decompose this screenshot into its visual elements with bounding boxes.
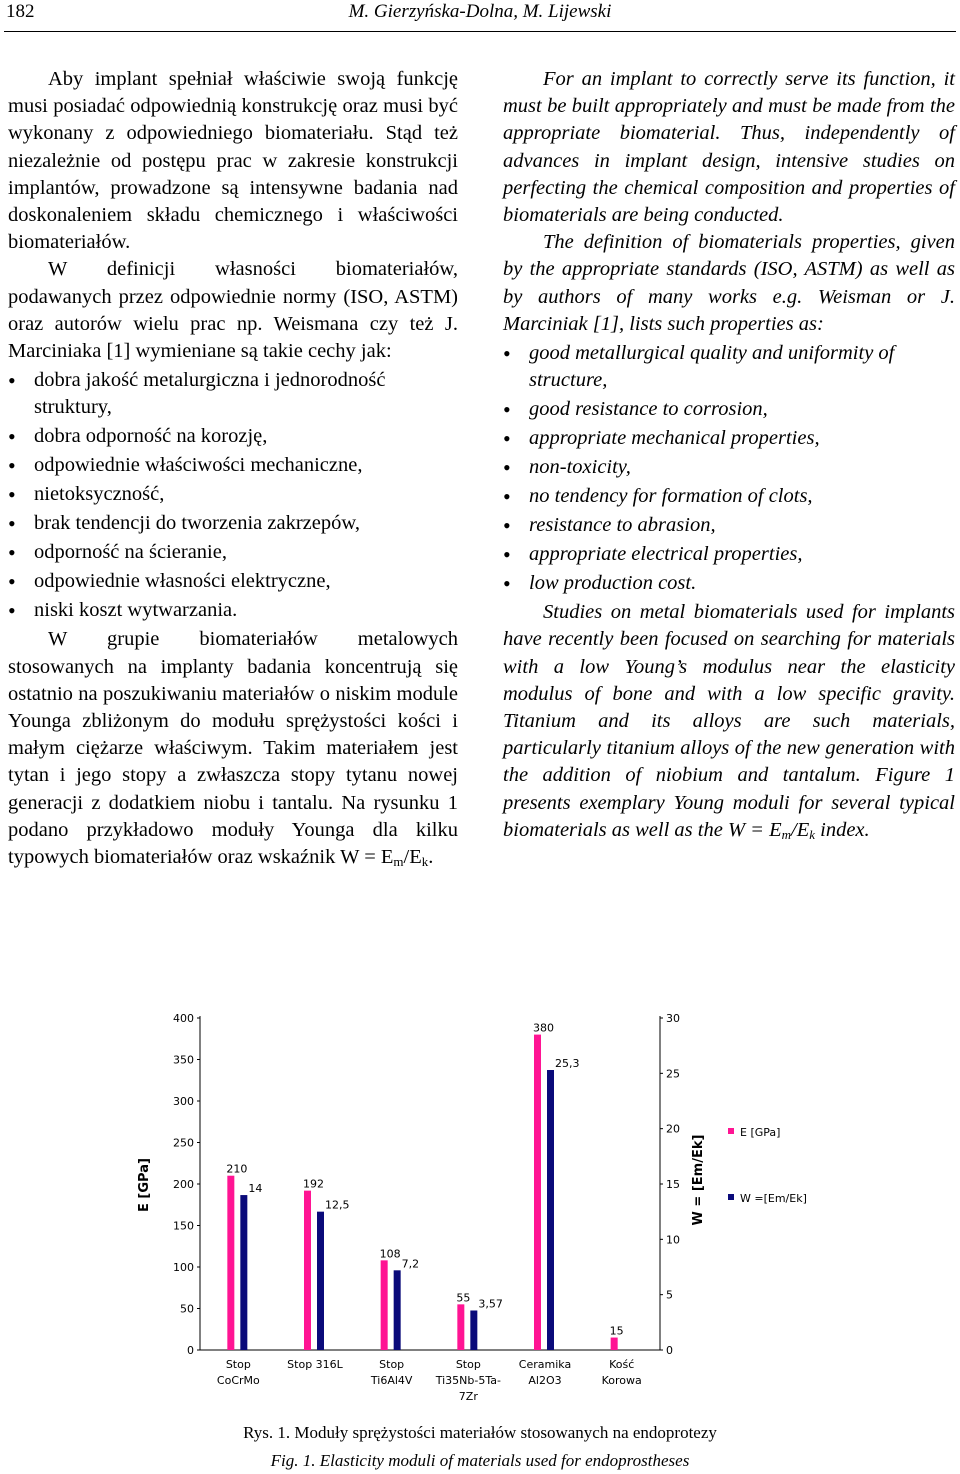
list-item: • appropriate electrical properties,	[503, 541, 955, 568]
bar-e-gpa-value-label: 210	[226, 1162, 248, 1176]
legend-label-e: E [GPa]	[740, 1126, 781, 1139]
bar-e-gpa	[227, 1176, 234, 1350]
formula-sub-m: m	[781, 826, 792, 842]
right-tick-label: 0	[666, 1344, 673, 1357]
left-tick-label: 0	[187, 1344, 194, 1357]
formula-prefix: W = E	[340, 846, 394, 869]
category-tick-label: Ceramika	[518, 1358, 572, 1371]
list-item: • appropriate mechanical properties,	[503, 425, 955, 452]
formula-sub-m: m	[393, 854, 404, 870]
right-paragraph-3-text: Studies on metal biomaterials used for implants have recently been focused on searching for materials with a low Young’s modulus near the elasticity modulus of bone and with a low specific gravity. Titanium and its alloys are such materials, particularly titanium alloys of the new generation with the addition of niobium and tantalum. Figure 1 presents exemplary Young moduli for several typical biomaterials as well as the	[503, 601, 955, 841]
bar-w-index	[470, 1310, 477, 1350]
bar-e-gpa	[534, 1035, 541, 1350]
list-item: • odpowiednie właściwości mechaniczne,	[8, 452, 458, 479]
list-item: • brak tendencji do tworzenia zakrzepów,	[8, 510, 458, 537]
right-tick-label: 25	[666, 1067, 680, 1081]
formula-sub-k: k	[809, 826, 816, 842]
bar-e-gpa	[611, 1338, 618, 1350]
list-item: • dobra jakość metalurgiczna i jednorodność struktury,	[8, 367, 458, 421]
left-bullet-list	[8, 367, 458, 624]
bar-w-index-value-label: 14	[248, 1182, 263, 1196]
formula-suffix: index.	[815, 818, 870, 841]
left-axis-label: E [GPa]	[137, 1158, 152, 1212]
list-item: • nietoksyczność,	[8, 481, 458, 508]
bar-e-gpa	[304, 1191, 311, 1350]
category-tick-label: Korowa	[601, 1374, 642, 1387]
category-tick-label: 7Zr	[458, 1390, 478, 1403]
bar-w-index	[547, 1070, 554, 1350]
bar-e-gpa-value-label: 108	[379, 1247, 401, 1261]
list-item: • good resistance to corrosion,	[503, 396, 955, 423]
right-tick-label: 15	[666, 1178, 680, 1191]
bar-w-index-value-label: 3,57	[478, 1297, 503, 1311]
left-column-polish	[8, 66, 458, 871]
list-item: • resistance to abrasion,	[503, 512, 955, 539]
right-tick-label: 10	[666, 1233, 680, 1247]
category-tick-label: Kość	[609, 1358, 635, 1371]
left-paragraph-3-text: W grupie biomateriałów metalowych stosowanych na implanty badania koncentrują się ostatnio na poszukiwaniu materiałów o niskim module Younga zbliżonym do modułu sprężystości kości i małym ciężarze właściwym. Takim materiałem jest tytan i jego stopy a zwłaszcza stopy tytanu nowej generacji z dodatkiem niobu i tantalu. Na rysunku 1 podano przykładowo moduły Younga dla kilku typowych biomateriałów oraz wskaźnik	[8, 628, 458, 869]
legend-label-w: W =[Em/Ek]	[740, 1192, 807, 1205]
left-tick-label: 400	[173, 1012, 194, 1025]
category-tick-label: Stop	[379, 1358, 405, 1371]
left-paragraph-3	[8, 626, 458, 871]
left-tick-label: 100	[173, 1261, 194, 1274]
list-item: • niski koszt wytwarzania.	[8, 597, 458, 624]
category-tick-label: Al2O3	[528, 1374, 562, 1387]
figure-caption-english: Fig. 1. Elasticity moduli of materials used for endoprostheses	[270, 1451, 690, 1470]
list-item: • odporność na ścieranie,	[8, 539, 458, 566]
list-item: • non-toxicity,	[503, 454, 955, 481]
formula-mid: /E	[403, 846, 422, 869]
left-tick-label: 150	[173, 1219, 194, 1233]
list-item: • no tendency for formation of clots,	[503, 483, 955, 510]
bar-e-gpa-value-label: 192	[303, 1177, 324, 1191]
left-tick-label: 300	[173, 1095, 194, 1108]
formula-suffix: .	[428, 846, 434, 869]
list-item: • low production cost.	[503, 570, 955, 597]
right-axis-label: W = [Em/Ek]	[691, 1134, 706, 1226]
left-tick-label: 250	[173, 1136, 194, 1150]
left-tick-label: 350	[173, 1053, 194, 1067]
right-column-english	[503, 66, 955, 844]
legend-marker-w	[728, 1194, 734, 1200]
category-tick-label: Ti6Al4V	[370, 1374, 413, 1387]
bar-w-index-value-label: 25,3	[555, 1057, 580, 1071]
right-paragraph-2: The definition of biomaterials properties, given by the appropriate standards (ISO, ASTM) as well as by authors of many works e.g. Weisman or J. Marciniak [1], lists such properties as:	[503, 231, 955, 335]
left-tick-label: 50	[180, 1302, 194, 1316]
category-tick-label: Ti35Nb-5Ta-	[435, 1374, 501, 1387]
running-authors: M. Gierzyńska-Dolna, M. Lijewski	[348, 1, 612, 22]
page-header	[0, 0, 960, 32]
formula-sub-k: k	[421, 854, 429, 870]
left-paragraph-2: W definicji własności biomateriałów, podawanych przez odpowiednie normy (ISO, ASTM) oraz autorów wielu prac np. Weismana czy też J. Marciniaka [1] wymieniane są takie cechy jak:	[8, 258, 458, 363]
category-tick-label: Stop	[225, 1358, 251, 1371]
formula-mid: /E	[791, 818, 810, 841]
category-tick-label: CoCrMo	[216, 1374, 260, 1387]
category-tick-label: Stop 316L	[287, 1358, 343, 1371]
bar-w-index-value-label: 12,5	[325, 1198, 350, 1212]
bar-e-gpa-value-label: 55	[456, 1291, 471, 1305]
bar-w-index-value-label: 7,2	[401, 1257, 420, 1271]
list-item: • good metallurgical quality and uniformity of structure,	[503, 340, 955, 394]
category-tick-label: Stop	[455, 1358, 481, 1371]
right-tick-label: 20	[666, 1122, 680, 1136]
right-bullet-list	[503, 340, 955, 597]
right-tick-label: 30	[666, 1012, 680, 1025]
list-item: • odpowiednie własności elektryczne,	[8, 568, 458, 595]
figure-caption-polish: Rys. 1. Moduły sprężystości materiałów stosowanych na endoprotezy	[243, 1423, 717, 1442]
left-paragraph-1: Aby implant spełniał właściwie swoją funkcję musi posiadać odpowiednią konstrukcję oraz musi być wykonany z odpowiedniego biomateriału. Stąd też niezależnie od postępu prac w zakresie konstrukcji implantów, prowadzone są intensywne badania nad doskonaleniem składu chemicznego i właściwości biomateriałów.	[8, 68, 458, 254]
bar-e-gpa	[457, 1304, 464, 1350]
bar-w-index	[317, 1212, 324, 1350]
right-tick-label: 5	[666, 1288, 673, 1302]
list-item: • dobra odporność na korozję,	[8, 423, 458, 450]
bar-w-index	[394, 1270, 401, 1350]
left-tick-label: 200	[173, 1178, 194, 1191]
right-paragraph-3	[503, 599, 955, 844]
bar-w-index	[240, 1195, 247, 1350]
bar-e-gpa-value-label: 380	[533, 1021, 554, 1035]
formula-prefix: W = E	[727, 818, 782, 841]
page-number: 182	[6, 1, 35, 22]
legend-marker-e	[728, 1128, 734, 1134]
elasticity-moduli-bar-chart	[120, 1000, 840, 1420]
header-rule	[4, 31, 956, 32]
right-paragraph-1: For an implant to correctly serve its function, it must be built appropriately and must be made from the appropriate biomaterial. Thus, independently of advances in implant design, intensive studies on perfecting the chemical composition and properties of biomaterials are being conducted.	[503, 68, 955, 227]
bar-e-gpa	[381, 1260, 388, 1350]
bar-e-gpa-value-label: 15	[609, 1324, 624, 1338]
